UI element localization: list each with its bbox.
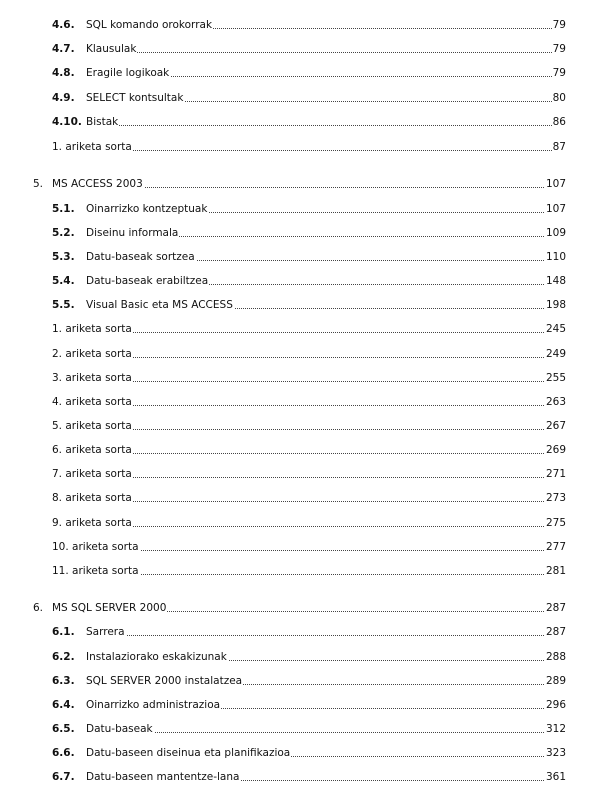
toc-entry-number: 6.4. xyxy=(52,699,75,711)
toc-entry-title: Eragile logikoak xyxy=(86,67,170,79)
toc-entry-page: 148 xyxy=(545,275,566,287)
toc-entry[interactable] xyxy=(0,769,600,785)
toc-entry-page: 80 xyxy=(552,92,566,104)
toc-dot-leader xyxy=(86,125,566,126)
toc-entry-page: 107 xyxy=(545,203,566,215)
toc-entry-number: 5.2. xyxy=(52,227,75,239)
toc-entry-title: Datu-baseak sortzea xyxy=(86,251,195,263)
toc-entry-title: 8. ariketa sorta xyxy=(52,492,132,504)
toc-entry-title: Sarrera xyxy=(86,626,125,638)
toc-entry-number: 6.6. xyxy=(52,747,75,759)
toc-entry[interactable] xyxy=(0,297,600,313)
toc-entry[interactable] xyxy=(0,515,600,531)
toc-entry[interactable] xyxy=(0,346,600,362)
toc-entry-number: 4.6. xyxy=(52,19,75,31)
toc-entry-page: 287 xyxy=(545,626,566,638)
toc-entry-title: 11. ariketa sorta xyxy=(52,565,139,577)
toc-entry[interactable] xyxy=(0,273,600,289)
toc-entry[interactable] xyxy=(0,649,600,665)
toc-entry[interactable] xyxy=(0,721,600,737)
toc-entry-page: 87 xyxy=(552,141,566,153)
toc-entry[interactable] xyxy=(0,418,600,434)
toc-entry-title: Instalaziorako eskakizunak xyxy=(86,651,227,663)
toc-entry[interactable] xyxy=(0,624,600,640)
toc-entry-page: 269 xyxy=(545,444,566,456)
toc-entry[interactable] xyxy=(0,225,600,241)
toc-entry-title: 4. ariketa sorta xyxy=(52,396,132,408)
toc-entry-page: 275 xyxy=(545,517,566,529)
toc-entry-title: SQL SERVER 2000 instalatzea xyxy=(86,675,243,687)
toc-entry[interactable] xyxy=(0,17,600,33)
toc-entry-number: 6.2. xyxy=(52,651,75,663)
toc-entry-title: MS ACCESS 2003 xyxy=(52,178,143,190)
toc-entry-page: 277 xyxy=(545,541,566,553)
toc-entry-number: 6.3. xyxy=(52,675,75,687)
toc-entry-title: 5. ariketa sorta xyxy=(52,420,132,432)
toc-entry-title: Datu-baseen diseinua eta planifikazioa xyxy=(86,747,291,759)
toc-entry-number: 6.1. xyxy=(52,626,75,638)
toc-entry-page: 323 xyxy=(545,747,566,759)
toc-entry-title: 2. ariketa sorta xyxy=(52,348,132,360)
toc-entry-title: Oinarrizko kontzeptuak xyxy=(86,203,208,215)
toc-entry[interactable] xyxy=(0,41,600,57)
toc-entry-page: 255 xyxy=(545,372,566,384)
toc-entry[interactable] xyxy=(0,90,600,106)
toc-chapter-entry[interactable] xyxy=(0,600,600,616)
toc-entry-page: 271 xyxy=(545,468,566,480)
toc-entry-page: 296 xyxy=(545,699,566,711)
toc-entry[interactable] xyxy=(0,249,600,265)
toc-entry-number: 4.10. xyxy=(52,116,82,128)
toc-entry[interactable] xyxy=(0,65,600,81)
toc-entry-title: Diseinu informala xyxy=(86,227,179,239)
toc-entry[interactable] xyxy=(0,697,600,713)
toc-entry-title: 6. ariketa sorta xyxy=(52,444,132,456)
toc-entry-number: 6.5. xyxy=(52,723,75,735)
toc-entry-page: 267 xyxy=(545,420,566,432)
toc-entry-page: 86 xyxy=(552,116,566,128)
toc-entry-title: 9. ariketa sorta xyxy=(52,517,132,529)
toc-entry-number: 5.3. xyxy=(52,251,75,263)
toc-entry-title: 1. ariketa sorta xyxy=(52,141,132,153)
toc-entry-page: 109 xyxy=(545,227,566,239)
toc-entry-number: 5. xyxy=(33,178,44,190)
toc-entry-title: SELECT kontsultak xyxy=(86,92,184,104)
toc-entry[interactable] xyxy=(0,466,600,482)
toc-entry-page: 245 xyxy=(545,323,566,335)
toc-entry-title: Visual Basic eta MS ACCESS xyxy=(86,299,233,311)
toc-entry-number: 5.4. xyxy=(52,275,75,287)
toc-entry-page: 288 xyxy=(545,651,566,663)
toc-entry-title: Datu-baseak xyxy=(86,723,153,735)
toc-entry-title: Oinarrizko administrazioa xyxy=(86,699,221,711)
toc-entry-page: 361 xyxy=(545,771,566,783)
toc-entry-page: 263 xyxy=(545,396,566,408)
toc-entry[interactable] xyxy=(0,745,600,761)
toc-entry-page: 312 xyxy=(545,723,566,735)
toc-entry[interactable] xyxy=(0,370,600,386)
toc-entry-title: 7. ariketa sorta xyxy=(52,468,132,480)
toc-entry-number: 5.1. xyxy=(52,203,75,215)
toc-entry-page: 273 xyxy=(545,492,566,504)
toc-entry-page: 110 xyxy=(545,251,566,263)
toc-entry-number: 4.9. xyxy=(52,92,75,104)
toc-dot-leader xyxy=(86,52,566,53)
toc-entry-number: 4.8. xyxy=(52,67,75,79)
toc-entry-page: 79 xyxy=(552,19,566,31)
toc-entry[interactable] xyxy=(0,114,600,130)
toc-entry-page: 79 xyxy=(552,67,566,79)
toc-entry-title: Datu-baseen mantentze-lana xyxy=(86,771,240,783)
toc-entry[interactable] xyxy=(0,539,600,555)
toc-entry[interactable] xyxy=(0,321,600,337)
toc-entry-title: MS SQL SERVER 2000 xyxy=(52,602,167,614)
toc-entry-title: 10. ariketa sorta xyxy=(52,541,139,553)
toc-entry-title: Klausulak xyxy=(86,43,137,55)
toc-entry-number: 4.7. xyxy=(52,43,75,55)
toc-entry-page: 281 xyxy=(545,565,566,577)
toc-entry[interactable] xyxy=(0,139,600,155)
toc-entry-title: 3. ariketa sorta xyxy=(52,372,132,384)
toc-chapter-entry[interactable] xyxy=(0,176,600,192)
toc-entry-page: 249 xyxy=(545,348,566,360)
toc-entry[interactable] xyxy=(0,394,600,410)
toc-entry-title: Datu-baseak erabiltzea xyxy=(86,275,209,287)
toc-entry-number: 5.5. xyxy=(52,299,75,311)
toc-entry-title: 1. ariketa sorta xyxy=(52,323,132,335)
toc-entry-title: SQL komando orokorrak xyxy=(86,19,213,31)
toc-entry-page: 289 xyxy=(545,675,566,687)
toc-entry[interactable] xyxy=(0,442,600,458)
toc-entry-number: 6.7. xyxy=(52,771,75,783)
toc-entry-title: Bistak xyxy=(86,116,119,128)
toc-entry-page: 79 xyxy=(552,43,566,55)
toc-entry-page: 107 xyxy=(545,178,566,190)
toc-dot-leader xyxy=(86,635,566,636)
toc-entry[interactable] xyxy=(0,563,600,579)
toc-entry[interactable] xyxy=(0,490,600,506)
toc-entry-page: 198 xyxy=(545,299,566,311)
toc-entry[interactable] xyxy=(0,673,600,689)
toc-entry-number: 6. xyxy=(33,602,44,614)
toc-dot-leader xyxy=(86,732,566,733)
toc-entry[interactable] xyxy=(0,201,600,217)
toc-entry-page: 287 xyxy=(545,602,566,614)
